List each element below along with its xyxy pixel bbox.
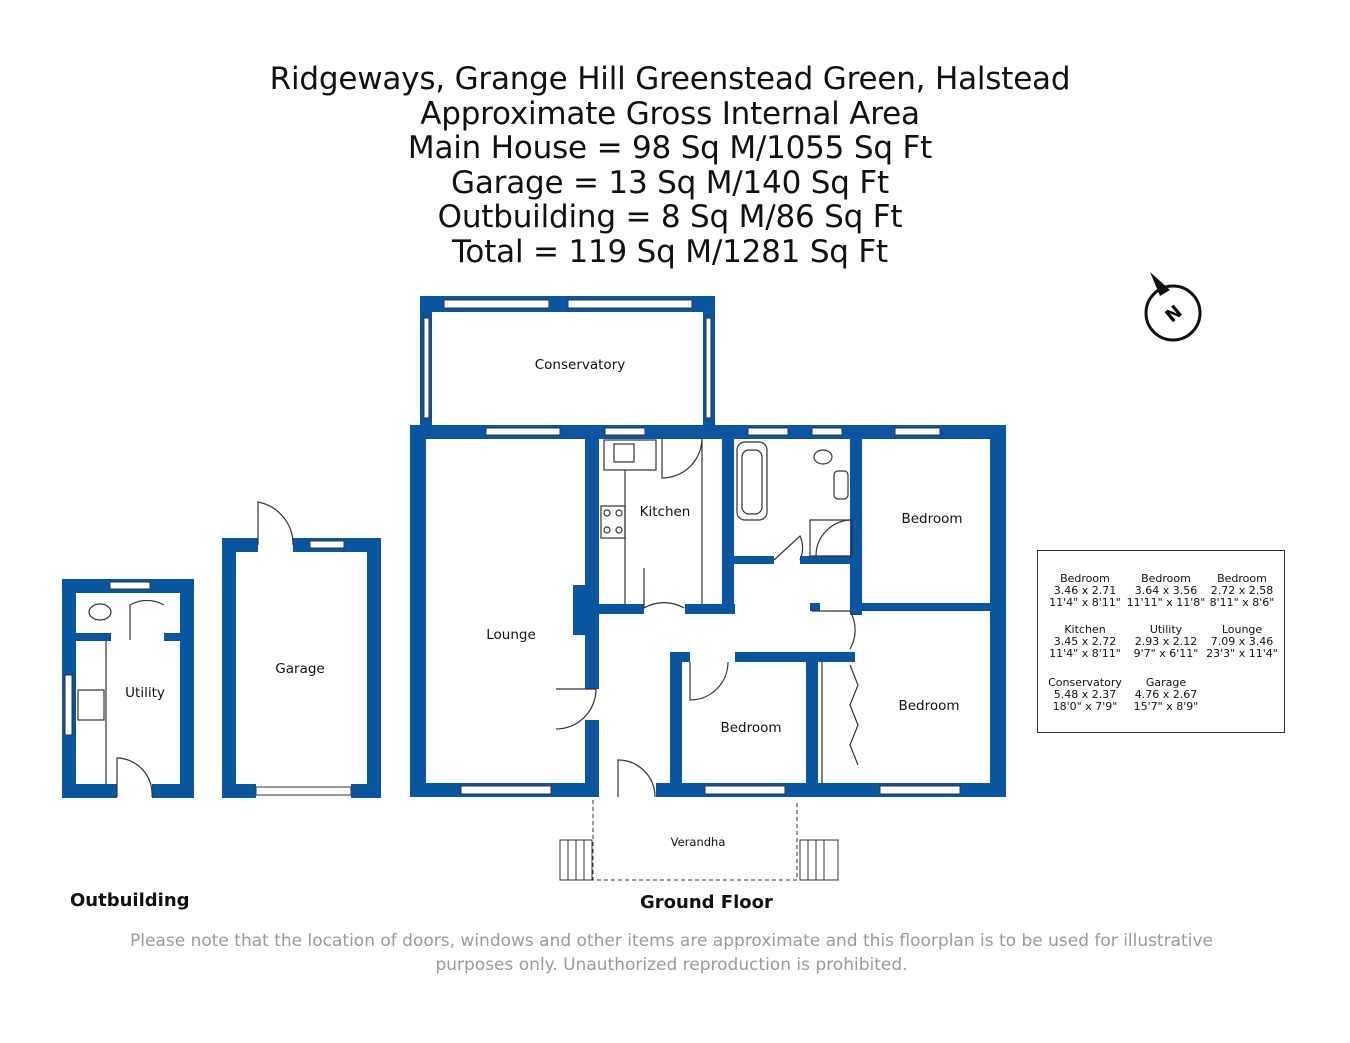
door-kitchen-hall — [644, 568, 684, 608]
wall-small-bed-left — [670, 652, 682, 797]
dimension-metric: 3.64 x 3.56 — [1134, 584, 1198, 597]
dimension-entry — [1201, 573, 1283, 609]
utility-sink — [78, 690, 104, 720]
window-conservatory-right — [706, 318, 711, 418]
dimension-imperial: 23'3" x 11'4" — [1206, 647, 1278, 660]
compass-arrow — [1150, 272, 1170, 296]
wall-garage-bottom-a — [222, 784, 256, 798]
label-bedroom-bottom-right: Bedroom — [898, 698, 960, 714]
label-outbuilding: Outbuilding — [70, 890, 190, 911]
dimension-entry — [1201, 624, 1283, 660]
dimension-room-name: Kitchen — [1064, 623, 1106, 636]
dimension-metric: 2.93 x 2.12 — [1134, 635, 1198, 648]
door-front — [618, 760, 655, 797]
dimension-metric: 2.72 x 2.58 — [1210, 584, 1274, 597]
door-utility — [117, 758, 152, 797]
dimension-metric: 4.76 x 2.67 — [1134, 688, 1198, 701]
wall-garage-left — [222, 538, 236, 798]
door-bedroom-right — [812, 611, 855, 649]
garage-door — [256, 787, 351, 795]
dimension-room-name: Conservatory — [1048, 676, 1122, 689]
window-conservatory-left — [424, 318, 429, 418]
wall-bedroom-divider — [850, 603, 1006, 611]
dimension-entry — [1125, 677, 1207, 713]
window-conservatory-2 — [568, 300, 692, 308]
door-bathroom — [774, 536, 803, 560]
wall-garage-top-a — [222, 538, 258, 552]
chimney-breast — [573, 585, 599, 635]
area-heading: Approximate Gross Internal Area — [420, 95, 920, 132]
label-utility: Utility — [125, 685, 165, 701]
label-kitchen: Kitchen — [639, 504, 691, 520]
label-garage: Garage — [275, 661, 325, 677]
wall-small-bed-top-b — [735, 652, 855, 662]
wall-hall-stub — [810, 603, 820, 611]
door-garage — [258, 502, 293, 545]
garage-area: Garage = 13 Sq M/140 Sq Ft — [451, 164, 889, 201]
window-small-bedroom — [705, 786, 785, 794]
main-house-area: Main House = 98 Sq M/1055 Sq Ft — [407, 130, 933, 166]
shower-curve — [816, 520, 852, 556]
dimension-metric: 5.48 x 2.37 — [1053, 688, 1117, 701]
wall-main-left — [410, 425, 426, 797]
dimension-metric: 7.09 x 3.46 — [1210, 635, 1274, 648]
wall-utility-bottom-b — [152, 784, 194, 798]
dimension-room-name: Garage — [1145, 676, 1187, 689]
dimension-imperial: 11'11" x 11'8" — [1126, 596, 1206, 609]
wall-wc-divider-b — [164, 633, 180, 641]
label-bedroom-top-right: Bedroom — [901, 511, 963, 527]
hob-ring-2 — [616, 510, 622, 516]
dimension-imperial: 11'4" x 8'11" — [1049, 647, 1121, 660]
disclaimer-line-2: purposes only. Unauthorized reproduction is prohibited. — [435, 955, 908, 975]
wall-lounge-kitchen — [585, 425, 599, 689]
dimension-room-name: Bedroom — [1060, 572, 1110, 585]
disclaimer-line-1: Please note that the location of doors, windows and other items are approximate and this floorplan is to be used for illustrative — [130, 931, 1213, 951]
basin — [834, 471, 848, 499]
hob-ring-1 — [604, 510, 610, 516]
window-utility-top — [110, 582, 150, 589]
dimension-metric: 3.45 x 2.72 — [1053, 635, 1117, 648]
label-verandha: Verandha — [670, 835, 726, 849]
dimension-imperial: 9'7" x 6'11" — [1133, 647, 1199, 660]
dimension-entry — [1125, 573, 1207, 609]
wall-bath-bottom — [734, 556, 774, 564]
compass-n-label: N — [1161, 301, 1187, 328]
dimension-entry — [1044, 677, 1126, 713]
kitchen-sink — [614, 444, 634, 462]
dimension-imperial: 8'11" x 8'6" — [1209, 596, 1275, 609]
dimension-imperial: 18'0" x 7'9" — [1052, 700, 1118, 713]
utility-toilet — [89, 604, 111, 620]
dimension-room-name: Utility — [1149, 623, 1183, 636]
room-dimensions-table — [1037, 550, 1285, 733]
dimension-entry — [1044, 624, 1126, 660]
wall-garage-right — [367, 538, 381, 798]
dimension-entry — [1125, 624, 1207, 660]
door-wc — [130, 600, 164, 640]
dimension-metric: 3.46 x 2.71 — [1053, 584, 1117, 597]
label-bedroom-small: Bedroom — [720, 720, 782, 736]
label-ground-floor: Ground Floor — [640, 892, 773, 913]
windows — [65, 300, 963, 795]
wall-lounge-hall — [585, 720, 599, 797]
toilet — [814, 450, 832, 464]
window-lounge-top — [486, 428, 560, 435]
window-bedroom-top — [895, 428, 940, 435]
compass — [1146, 272, 1200, 340]
door-kitchen-conservatory — [662, 438, 702, 478]
window-garage — [310, 541, 344, 548]
wall-utility-right — [180, 579, 194, 798]
wall-garage-bottom-b — [351, 784, 381, 798]
dimension-imperial: 15'7" x 8'9" — [1133, 700, 1199, 713]
label-conservatory: Conservatory — [534, 357, 626, 373]
hob-ring-3 — [604, 527, 610, 533]
wall-utility-bottom-a — [62, 784, 117, 798]
hob-ring-4 — [616, 527, 622, 533]
total-area: Total = 119 Sq M/1281 Sq Ft — [451, 233, 889, 270]
dimension-imperial: 11'4" x 8'11" — [1049, 596, 1121, 609]
window-lounge-bottom — [461, 786, 551, 794]
window-bath-2 — [812, 428, 842, 435]
dimension-room-name: Bedroom — [1217, 572, 1267, 585]
bathtub-inner — [742, 450, 762, 514]
property-address: Ridgeways, Grange Hill Greenstead Green, Halstead — [269, 61, 1071, 97]
steps-right — [800, 840, 838, 880]
dimension-entry — [1044, 573, 1126, 609]
window-bedroom-bottom — [880, 786, 960, 794]
outbuilding-area: Outbuilding = 8 Sq M/86 Sq Ft — [437, 199, 903, 235]
wardrobe-doors — [850, 665, 858, 765]
wall-wc-divider — [76, 633, 111, 641]
dimension-room-name: Bedroom — [1141, 572, 1191, 585]
wall-small-bed-right — [806, 652, 818, 797]
window-kitchen — [605, 428, 645, 435]
dimension-room-name: Lounge — [1221, 623, 1263, 636]
label-lounge: Lounge — [486, 627, 536, 643]
wall-kitchen-right — [722, 425, 734, 614]
wall-kitchen-bottom-a — [599, 604, 644, 614]
window-utility-left — [65, 675, 72, 735]
window-bath-1 — [748, 428, 788, 435]
door-small-bedroom — [690, 662, 728, 700]
disclaimer — [0, 929, 1343, 977]
window-conservatory-1 — [444, 300, 549, 308]
